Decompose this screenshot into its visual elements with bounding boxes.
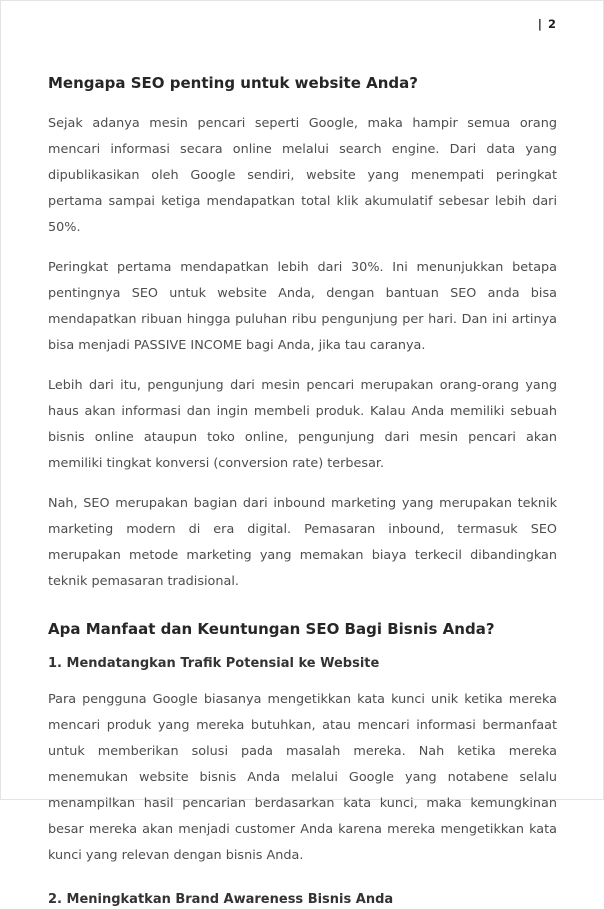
paragraph-google-keywords: Para pengguna Google biasanya mengetikkan kata kunci unik ketika mereka mencari produk yang mereka butuhkan, atau mencari informasi bermanfaat untuk memberikan solusi pada masalah mereka. Nah ketika mereka menemukan website bisnis Anda melalui Google yang notabene selalu menampilkan hasil pencarian berdasarkan kata kunci, maka kemungkinan besar mereka akan menjadi customer Anda karena mereka mengetikkan kata kunci yang relevan dengan bisnis Anda. [48,692,557,863]
paragraph-conversion-rate: Lebih dari itu, pengunjung dari mesin pencari merupakan orang-orang yang haus akan informasi dan ingin membeli produk. Kalau Anda memiliki sebuah bisnis online ataupun toko online, pengunjung dari mesin pencari akan memiliki tingkat konversi (conversion rate) terbesar. [48,378,557,471]
section-heading-why-seo: Mengapa SEO penting untuk website Anda? [48,74,418,92]
section-heading-benefits: Apa Manfaat dan Keuntungan SEO Bagi Bisnis Anda? [48,620,495,638]
subheading-brand-awareness: 2. Meningkatkan Brand Awareness Bisnis Anda [48,892,394,907]
subheading-traffic-potential: 1. Mendatangkan Trafik Potensial ke Website [48,656,380,671]
paragraph-inbound-marketing: Nah, SEO merupakan bagian dari inbound marketing yang merupakan teknik marketing modern di era digital. Pemasaran inbound, termasuk SEO merupakan metode marketing yang memakan biaya terkecil dibandingkan teknik pemasaran tradisional. [48,496,557,589]
paragraph-first-rank: Peringkat pertama mendapatkan lebih dari 30%. Ini menunjukkan betapa pentingnya SEO untuk website Anda, dengan bantuan SEO anda bisa mendapatkan ribuan hingga puluhan ribu pengunjung per hari. Dan ini artinya bisa menjadi PASSIVE INCOME bagi Anda, jika tau caranya. [48,260,557,353]
page-header [48,13,557,29]
page-number: | 2 [537,17,557,31]
page-content [48,73,557,909]
paragraph-search-engine-data: Sejak adanya mesin pencari seperti Google, maka hampir semua orang mencari informasi secara online melalui search engine. Dari data yang dipublikasikan oleh Google sendiri, website yang menempati peringkat pertama sampai ketiga mendapatkan total klik akumulatif sebesar lebih dari 50%. [48,116,557,235]
